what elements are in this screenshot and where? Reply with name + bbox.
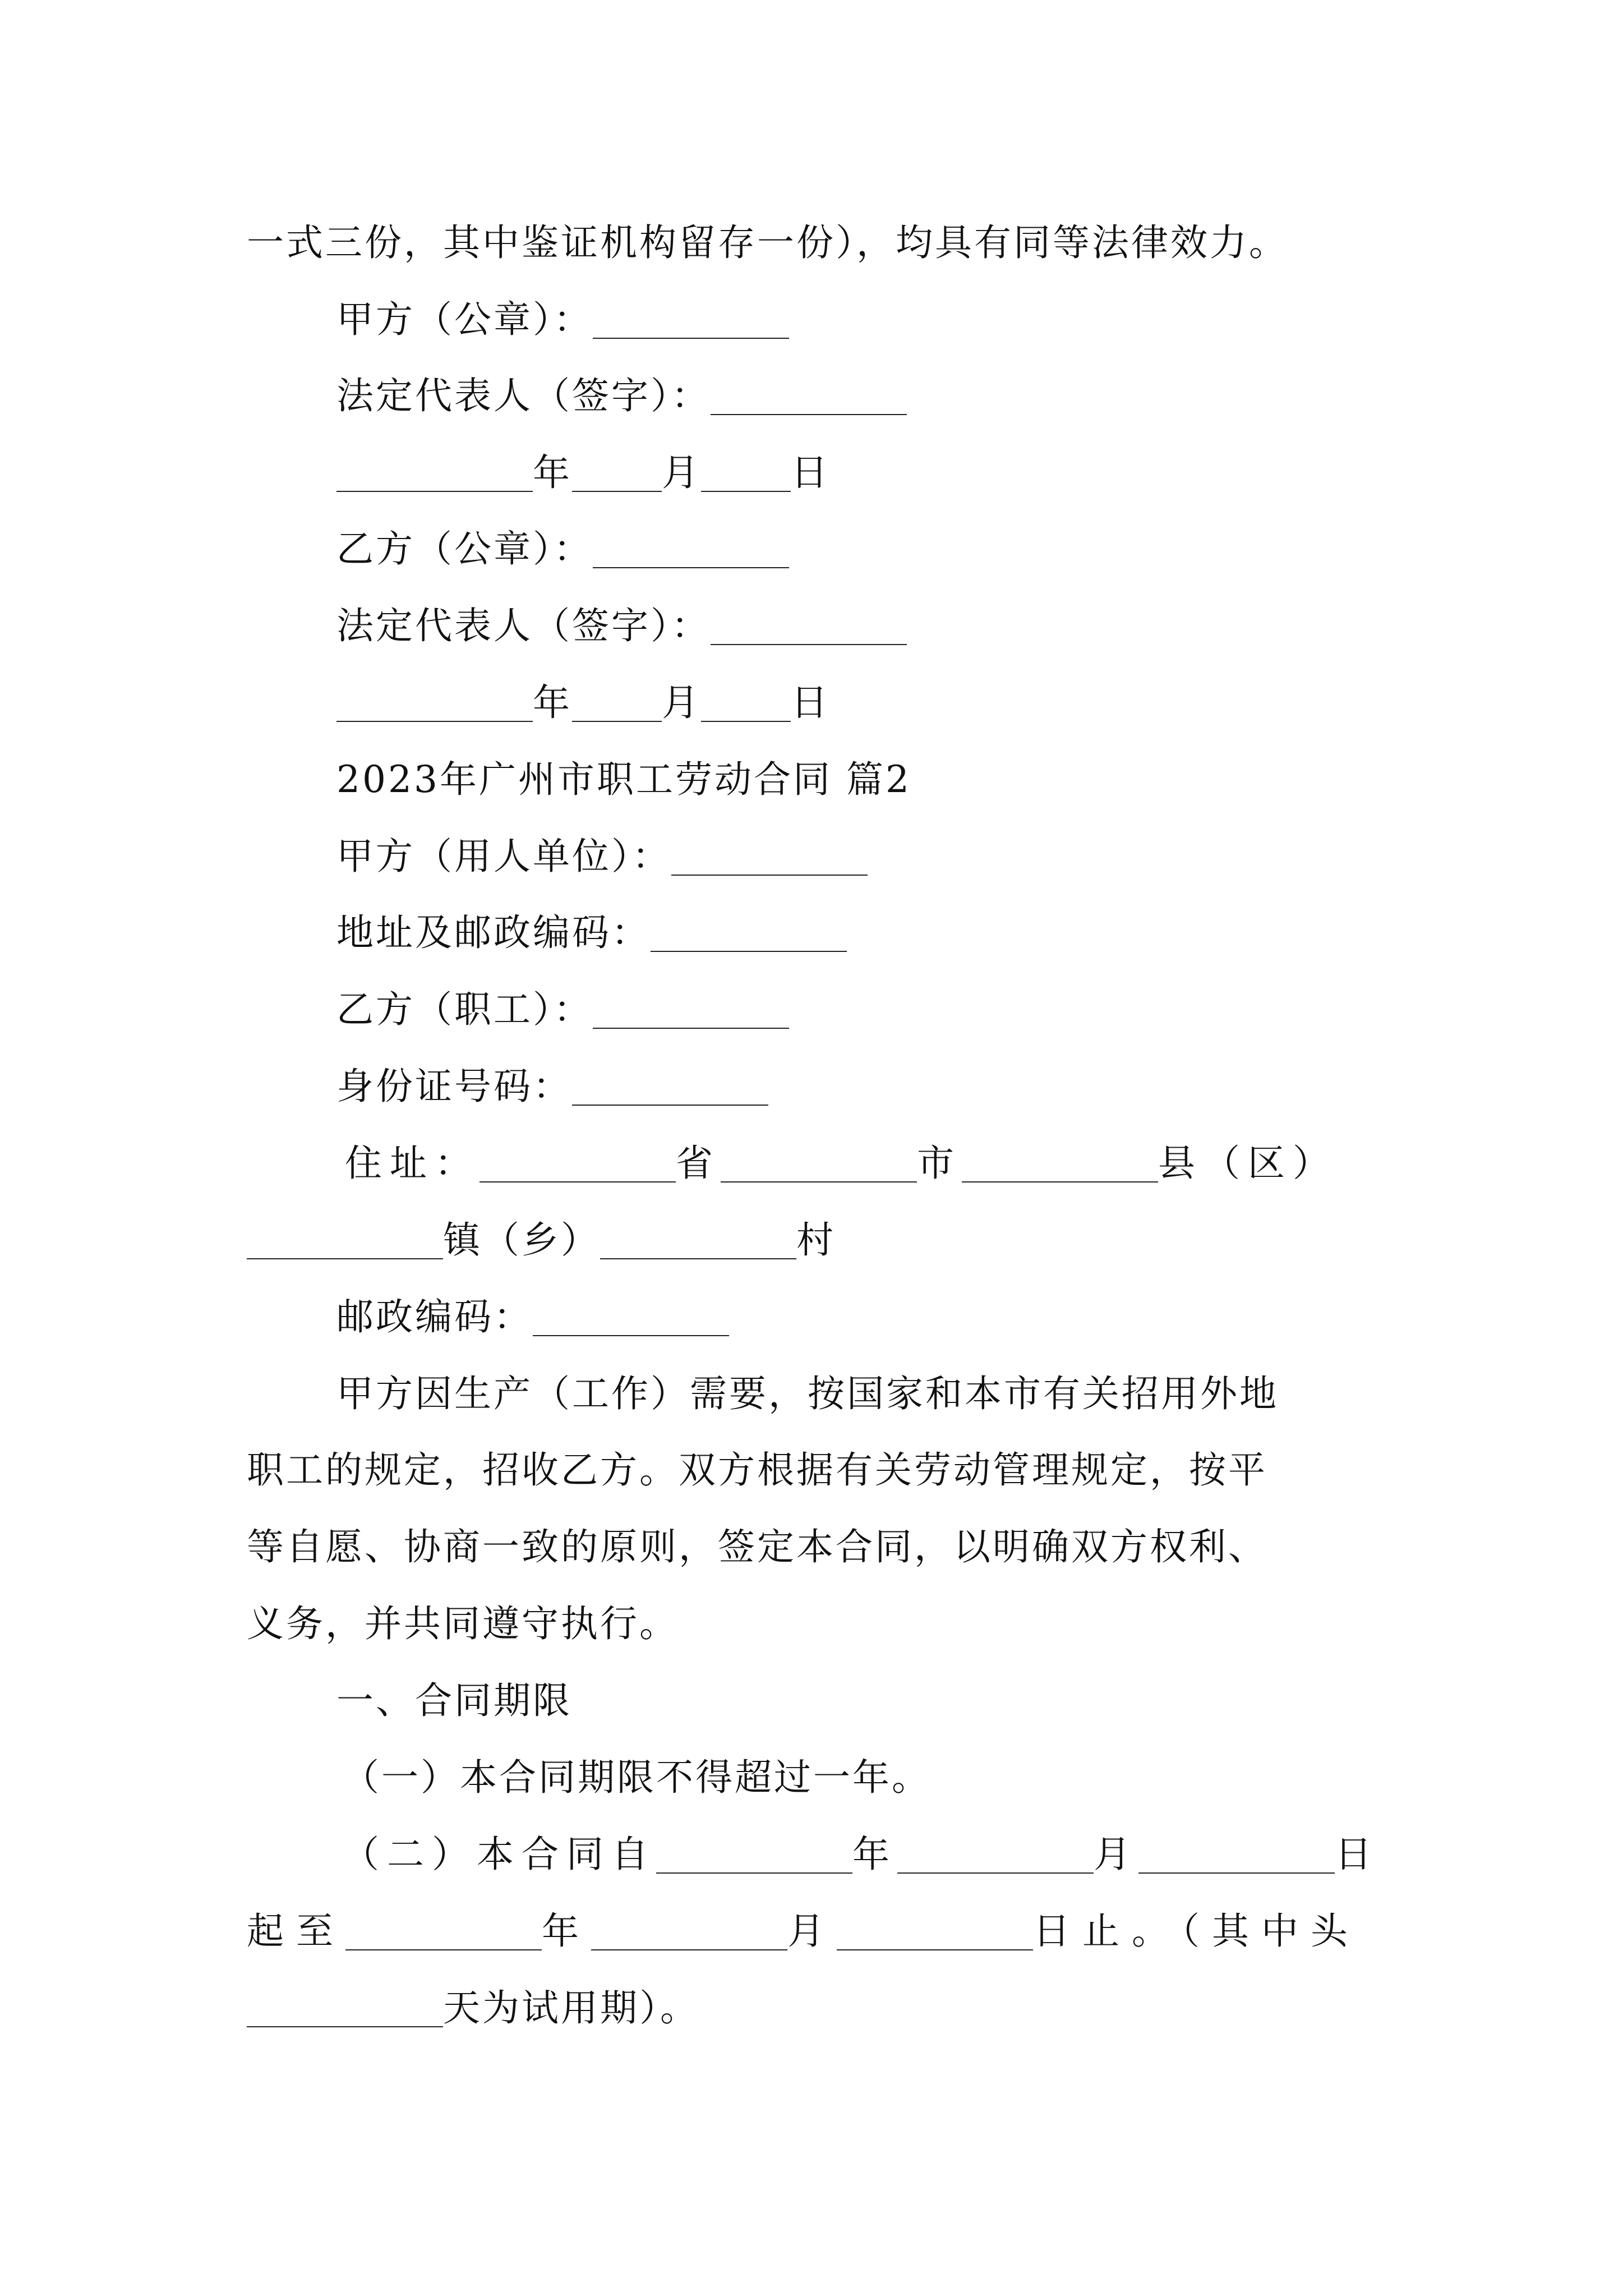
start-day-blank bbox=[1138, 1837, 1335, 1874]
province-blank bbox=[479, 1146, 676, 1182]
employer-blank bbox=[671, 839, 868, 876]
end-day-blank bbox=[837, 1914, 1033, 1950]
end-year-blank bbox=[345, 1914, 542, 1950]
trial-days-blank bbox=[247, 1991, 443, 2027]
party-b-date-line: 年 月 日 bbox=[336, 684, 830, 722]
start-month-blank bbox=[897, 1837, 1094, 1874]
paragraph-line-1: 甲方因生产（工作）需要，按国家和本市有关招用外地 bbox=[336, 1372, 1279, 1415]
party-b-rep-line: 法定代表人（签字）： bbox=[336, 608, 907, 645]
party-b-seal-blank bbox=[593, 532, 789, 568]
postal-code-blank bbox=[533, 1300, 729, 1336]
day-blank bbox=[701, 455, 791, 492]
clause-1: （一）本合同期限不得超过一年。 bbox=[342, 1756, 931, 1799]
party-a-date-line: 年 月 日 bbox=[336, 454, 830, 492]
address-postal-line: 地址及邮政编码： bbox=[336, 914, 847, 952]
county-blank bbox=[962, 1146, 1158, 1182]
employer-line: 甲方（用人单位）： bbox=[336, 838, 868, 876]
village-blank bbox=[600, 1223, 796, 1259]
residence-line-2: 镇（乡） 村 bbox=[247, 1222, 836, 1259]
section-1-title: 一、合同期限 bbox=[336, 1679, 572, 1722]
month-blank bbox=[572, 455, 662, 492]
day-blank bbox=[701, 685, 791, 722]
party-a-seal-blank bbox=[593, 302, 789, 339]
end-month-blank bbox=[591, 1914, 787, 1950]
month-blank bbox=[572, 685, 662, 722]
party-a-rep-blank bbox=[711, 379, 907, 415]
residence-line: 住址： 省 市 县（区） bbox=[345, 1142, 1338, 1185]
party-b-seal-line: 乙方（公章）： bbox=[336, 531, 789, 568]
paragraph-line-3: 等自愿、协商一致的原则，签定本合同，以明确双方权利、 bbox=[247, 1525, 1267, 1568]
employee-blank bbox=[593, 992, 789, 1029]
postal-code-line: 邮政编码： bbox=[336, 1299, 729, 1336]
party-b-rep-blank bbox=[711, 609, 907, 645]
clause-2-line-1: （二）本合同自 年 月 日 bbox=[342, 1833, 1380, 1876]
party-a-rep-line: 法定代表人（签字）： bbox=[336, 378, 907, 415]
year-blank bbox=[336, 685, 533, 722]
paragraph-line-2: 职工的规定，招收乙方。双方根据有关劳动管理规定，按平 bbox=[247, 1448, 1267, 1492]
city-blank bbox=[721, 1146, 917, 1182]
party-a-seal-line: 甲方（公章）： bbox=[336, 301, 789, 339]
clause-2-line-3: 天为试用期）。 bbox=[247, 1990, 699, 2027]
contract-title: 2023年广州市职工劳动合同 篇2 bbox=[336, 758, 911, 801]
id-number-line: 身份证号码： bbox=[336, 1068, 768, 1106]
year-blank bbox=[336, 455, 533, 492]
intro-line: 一式三份，其中鉴证机构留存一份），均具有同等法律效力。 bbox=[247, 221, 1288, 264]
clause-2-line-2: 起至 年 月 日止。（其中头 bbox=[247, 1910, 1360, 1953]
paragraph-line-4: 义务，并共同遵守执行。 bbox=[247, 1602, 679, 1645]
id-number-blank bbox=[572, 1069, 768, 1106]
town-blank bbox=[247, 1223, 443, 1259]
address-postal-blank bbox=[651, 915, 847, 952]
employee-line: 乙方（职工）： bbox=[336, 991, 789, 1029]
start-year-blank bbox=[656, 1837, 852, 1874]
